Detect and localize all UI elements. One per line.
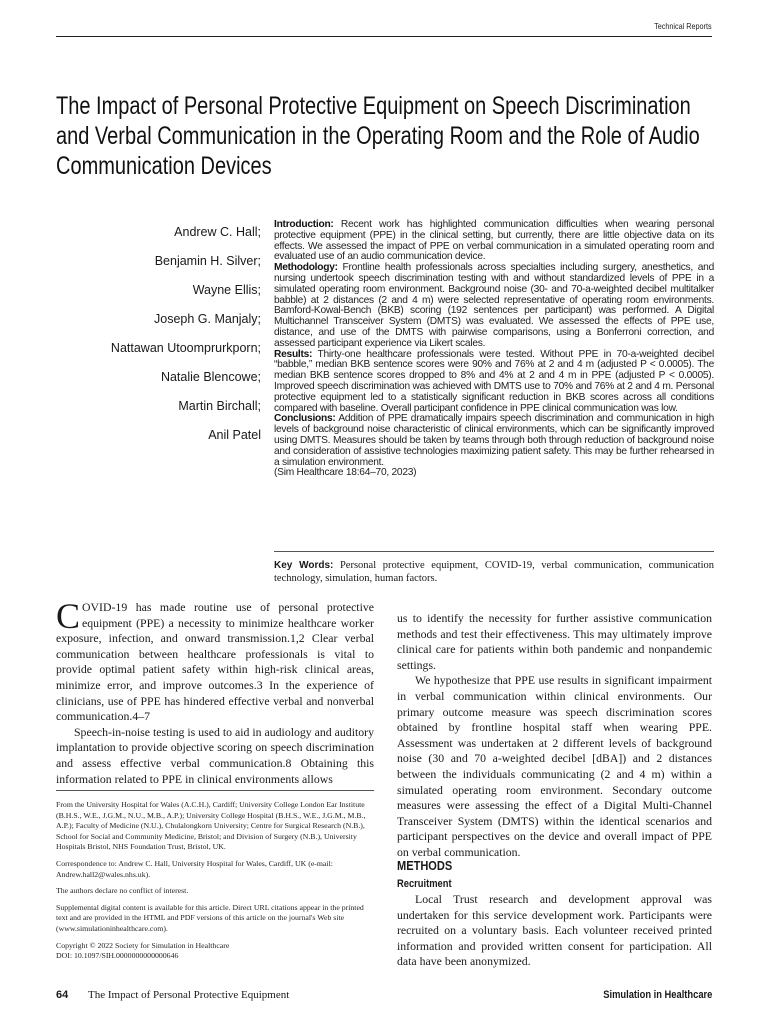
page-number: 64 (56, 989, 69, 1001)
author-name: Martin Birchall; (178, 399, 261, 413)
body-paragraph: us to identify the necessity for further assistive communication methods and test their effectiveness. This may ultimately improve clinical care for patients within both pandemic and nonpandemic settings. (397, 611, 712, 672)
keywords-label: Key Words: (274, 560, 334, 571)
body-paragraph-text: OVID-19 has made routine use of personal protective equipment (PPE) a necessity to minimize healthcare worker exposure, infection, and onward transmission.1,2 Clear verbal communication between healthcare professionals is vital to provide optimal patient safety within high-risk clinical areas, minimize error, and improve outcomes.3 In the experience of clinicians, use of PPE has hindered effective verbal and nonverbal communication.4–7 (56, 600, 374, 724)
abstract-methods-label: Methodology: (274, 262, 338, 274)
author-name: Benjamin H. Silver; (154, 254, 261, 268)
footnotes (56, 800, 374, 962)
abstract-introduction (274, 220, 714, 263)
author-name: Andrew C. Hall; (174, 225, 261, 239)
keywords-rule (274, 551, 714, 552)
footer-journal-name: Simulation in Healthcare (602, 989, 712, 1001)
body-left-column (56, 596, 374, 787)
author-name: Nattawan Utoomprurkporn; (110, 341, 261, 355)
keywords-text: Personal protective equipment, COVID-19, verbal communication, communication technology, simulation, human factors. (274, 560, 714, 584)
footnote-rule (56, 790, 374, 791)
body-paragraph (56, 596, 374, 725)
body-paragraph: Speech-in-noise testing is used to aid in audiology and auditory implantation to provide objective scoring on speech discrimination and assess effective verbal communication.8 Obtaining this information related to PPE in clinical environments allows (56, 724, 374, 786)
header-rule (56, 36, 712, 37)
keywords (274, 559, 714, 585)
body-paragraph: Local Trust research and development approval was undertaken for this service development work. Participants were recruited on a voluntary basis. Each volunteer received printed information and provided written consent for participation. All data have been anonymized. (397, 892, 712, 969)
abstract (274, 220, 714, 479)
body-right-column-lower (397, 892, 712, 970)
drop-cap: C (56, 596, 81, 636)
author-name: Joseph G. Manjaly; (154, 312, 261, 326)
abstract-intro-label: Introduction: (274, 219, 334, 230)
author-name: Wayne Ellis; (192, 283, 261, 297)
abstract-methodology (274, 263, 714, 349)
abstract-conclusions (274, 414, 714, 468)
affiliations: From the University Hospital for Wales (A.C.H.), Cardiff; University College London Ear Institute (B.H.S., W.E., J.G.M., N.U., M.B., A.P.); University College Hospital (B.H.S., W.E., J.G.M., M.B., A.P.); Faculty of Medicine (N.U.), Chulalongkorn University; Centre for Surgical Research (N.B.), School for Social and Community Medicine, Bristol; and Division of Surgery (N.B.), University Hospitals Bristol, NHS Foundation Trust, Bristol, UK. (56, 800, 366, 852)
copyright: Copyright © 2022 Society for Simulation in Healthcare (56, 940, 230, 950)
doi: DOI: 10.1097/SIH.0000000000000646 (56, 951, 179, 961)
abstract-results-text: Thirty-one healthcare professionals were tested. Without PPE in 70-a-weighted decibel “babble,” median BKB sentence scores were 90% and 76% at 2 and 4 m (adjusted P < 0.0005). The median BKB sentence scores dropped to 8% and 4% at 2 and 4 m in PPE (adjusted P < 0.0005). Improved speech discrimination was achieved with DMTS use to 70% and 76% at 2 and 4 m. Personal protective equipment led to a statistically significant reduction in BKB scores across all conditions compared with baseline. Overall participant confidence in PPE clinical communication was low. (274, 348, 714, 414)
body-right-column (397, 611, 712, 861)
author-name: Anil Patel (208, 428, 261, 442)
author-name: Natalie Blencowe; (160, 370, 261, 384)
abstract-conclusions-label: Conclusions: (274, 413, 336, 425)
abstract-results-label: Results: (274, 348, 313, 360)
abstract-intro-text: Recent work has highlighted communication difficulties when wearing personal protective equipment (PPE) in the clinical setting, but currently, there are little objective data on its effects. We assessed the impact of PPE on verbal communication in a simulated operating room and evaluated use of an audio communication device. (274, 219, 714, 263)
footer-short-title: The Impact of Personal Protective Equipment (88, 989, 290, 1001)
abstract-citation: (Sim Healthcare 18:64–70, 2023) (274, 467, 417, 479)
abstract-methods-text: Frontline health professionals across specialties including surgery, anesthetics, and nursing undertook speech discrimination testing with and without standardized levels of PPE in a simulated operating room environment. Background noise (30- and 70-a-weighted decibel multitalker babble) at 2 distances (2 and 4 m) were selected representative of operating room environments. Bamford-Kowal-Bench (BKB) scoring (192 sentences per participant) was performed. A Digital Multichannel Transceiver System (DMTS) was evaluated. We assessed the effects of PPE use, distance, and use of the DMTS with pairwise comparisons, using a Bonferroni correction, and assessed participant experience via Likert scales. (274, 262, 714, 349)
article-title: The Impact of Personal Protective Equipment on Speech Discrimination and Verbal Communication in the Operating Room and the Role of Audio Communication Devices (56, 92, 700, 180)
abstract-conclusions-text: Addition of PPE dramatically impairs speech discrimination and communication in high levels of background noise characteristic of clinical environments, which can be significantly improved using DMTS. Measures should be taken by teams through both through reduction of background noise and consideration of assistive technologies maximizing patient safety. This may be further rehearsed in a simulation environment. (274, 413, 714, 468)
recruitment-heading: Recruitment (397, 878, 452, 890)
methods-heading: METHODS (397, 858, 453, 873)
abstract-results (274, 350, 714, 415)
supplemental-note: Supplemental digital content is available for this article. Direct URL citations appear in the printed text and are provided in the HTML and PDF versions of this article on the journal's Web site (www.simulationinhealthcare.com). (56, 902, 364, 933)
conflict-statement: The authors declare no conflict of interest. (56, 886, 189, 896)
correspondence: Correspondence to: Andrew C. Hall, University Hospital for Wales, Cardiff, UK (e-mail: Andrew.hall2@wales.nhs.uk). (56, 858, 333, 879)
body-paragraph: We hypothesize that PPE use results in significant impairment in verbal communication within clinical environments. Our primary outcome measure was speech discrimination scores obtained by frontline hospital staff when wearing PPE. Assessment was undertaken at 2 different levels of background noise (30 and 70 a-weighted decibel [dBA]) and 2 distances between the individuals communicating (2 and 4 m) within a simulated operating room environment. Secondary outcome measures were assessing the effect of a Digital Multi-Channel Transceiver System (DMTS) within the identical scenarios and participant perspectives on the device and overall impact of PPE on verbal communication. (397, 673, 712, 859)
running-head: Technical Reports (654, 21, 712, 31)
author-list (56, 224, 261, 456)
